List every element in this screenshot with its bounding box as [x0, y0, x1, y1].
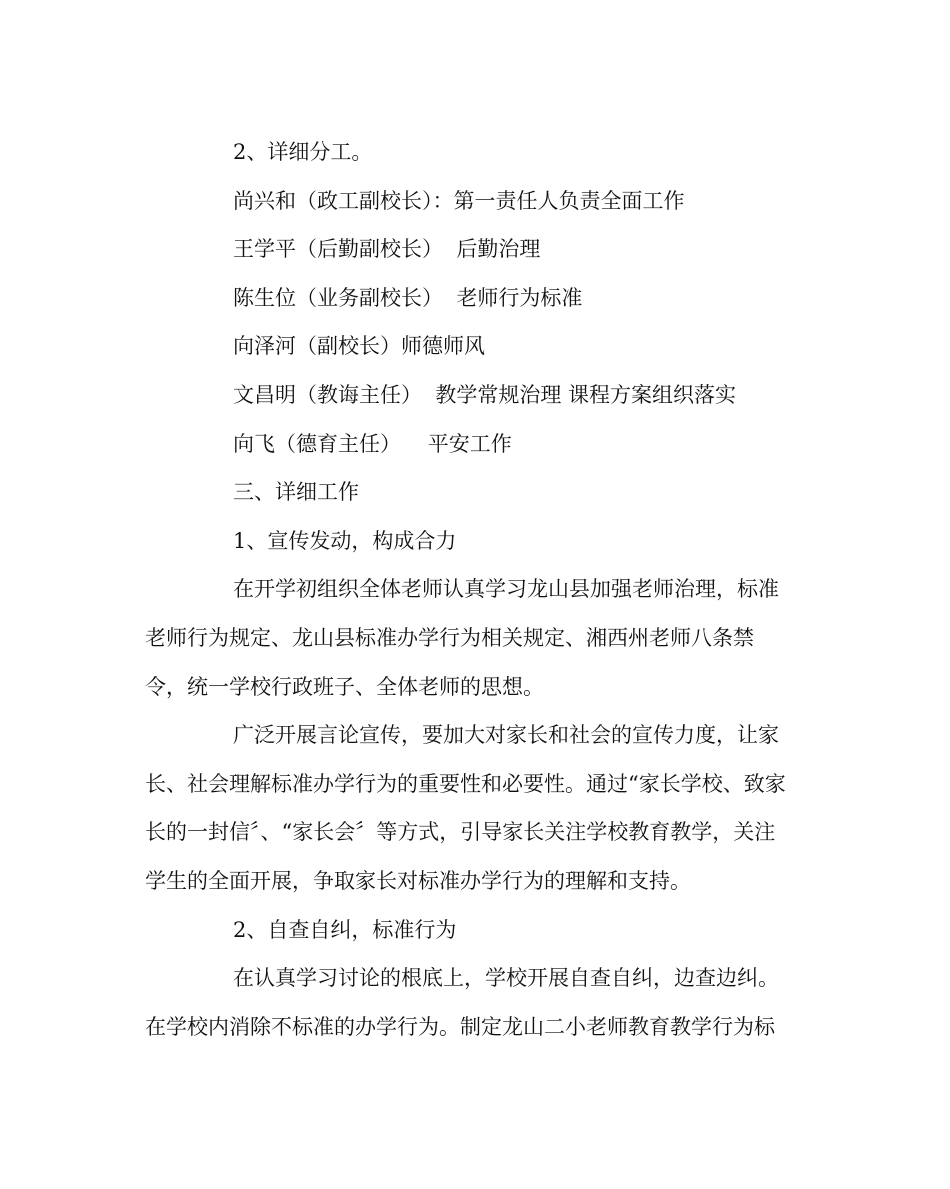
document-body	[145, 128, 810, 1051]
duty-line-wen: 文昌明（教诲主任） 教学常规治理 课程方案组织落实	[233, 382, 737, 407]
paragraph-line: 学生的全面开展，争取家长对标准办学行为的理解和支持。	[145, 868, 691, 893]
paragraph-line: 在认真学习讨论的根底上，学校开展自查自纠，边查边纠。	[233, 966, 779, 991]
duty-line-xiang-fei: 向飞（德育主任） 平安工作	[233, 431, 512, 456]
paragraph-self-inspection	[145, 954, 810, 1051]
paragraph-line: 在开学初组织全体老师认真学习龙山县加强老师治理，标准	[233, 577, 779, 602]
duty-line-xiang-zehe: 向泽河（副校长）师德师风	[233, 334, 485, 359]
paragraph-publicity	[145, 711, 810, 905]
subheading-publicity: 1、宣传发动，构成合力	[233, 528, 457, 553]
paragraph-line: 在学校内消除不标准的办学行为。制定龙山二小老师教育教学行为标	[145, 1014, 775, 1039]
duty-line-wang: 王学平（后勤副校长） 后勤治理	[233, 237, 541, 262]
section-heading-division: 2、详细分工。	[233, 140, 373, 164]
section-heading-work: 三、详细工作	[233, 480, 359, 505]
duty-line-chen: 陈生位（业务副校长） 老师行为标准	[233, 285, 583, 310]
subheading-self-inspection: 2、自查自纠，标准行为	[233, 917, 457, 942]
paragraph-line: 广泛开展言论宣传，要加大对家长和社会的宣传力度，让家	[233, 723, 779, 748]
paragraph-line: 令，统一学校行政班子、全体老师的思想。	[145, 674, 544, 699]
duty-line-shang: 尚兴和（政工副校长）：第一责任人负责全面工作	[233, 188, 685, 213]
paragraph-line: 长的一封信〞、“家长会〞等方式，引导家长关注学校教育教学，关注	[145, 820, 776, 845]
paragraph-study	[145, 565, 810, 711]
paragraph-line: 老师行为规定、龙山县标准办学行为相关规定、湘西州老师八条禁	[145, 625, 754, 650]
paragraph-line: 长、社会理解标准办学行为的重要性和必要性。通过“家长学校、致家	[145, 771, 786, 796]
